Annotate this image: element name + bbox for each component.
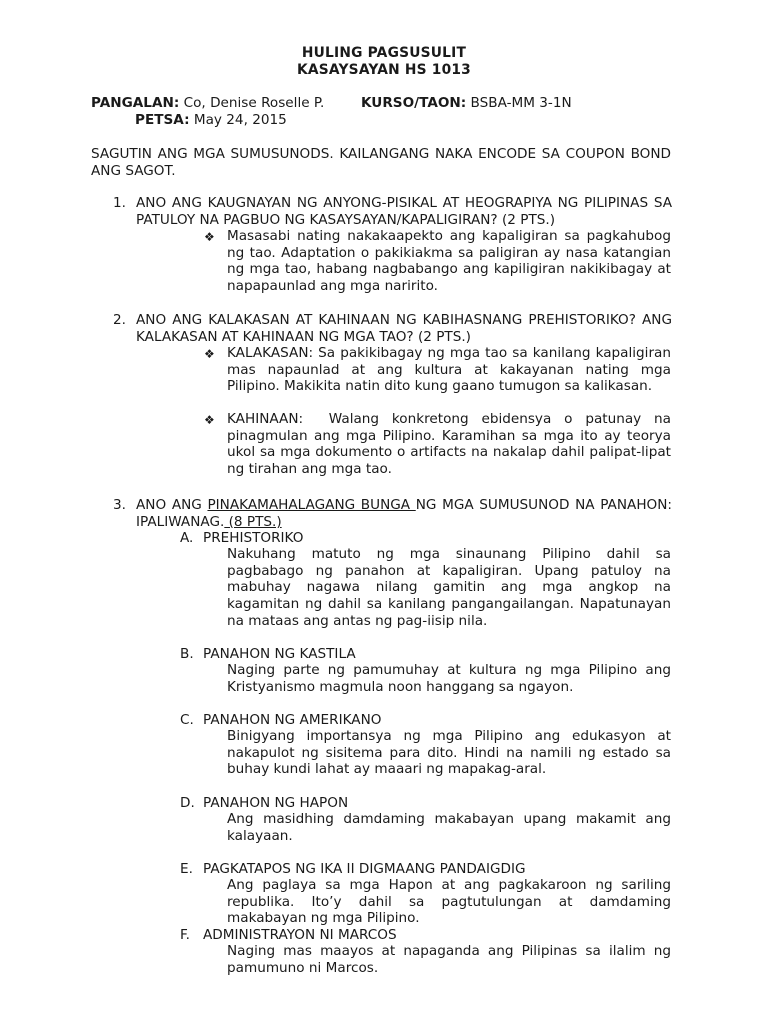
answer-line: nakapulot ng sisitema para dito. Hindi na namili ng estado sa bbox=[227, 744, 671, 761]
item-letter: C. bbox=[180, 712, 194, 728]
answer-line: KAHINAAN: Walang konkretong ebidensya o patunay na bbox=[227, 411, 671, 427]
bullet-icon: ❖ bbox=[204, 413, 215, 427]
question-line: ANO ANG KALAKASAN AT KAHINAAN NG KABIHASNANG PREHISTORIKO? ANG bbox=[136, 312, 672, 328]
item-title: ADMINISTRAYON NI MARCOS bbox=[203, 927, 397, 943]
item-letter: F. bbox=[180, 927, 190, 943]
answer-line: pamumuno ni Marcos. bbox=[227, 959, 379, 976]
item-answer bbox=[227, 943, 671, 976]
instruction-line: ANG SAGOT. bbox=[91, 162, 176, 179]
answer-2-weakness bbox=[227, 411, 671, 478]
answer-line: Nakuhang matuto ng mga sinaunang Pilipino dahil sa bbox=[227, 546, 671, 562]
item-answer bbox=[227, 728, 671, 778]
question-line: PATULOY NA PAGBUO NG KASAYSAYAN/KAPALIGIRAN? (2 PTS.) bbox=[136, 211, 555, 228]
question-number: 3. bbox=[113, 497, 126, 513]
date-label: PETSA: bbox=[135, 112, 190, 128]
answer-line: ng tirahan ang mga tao. bbox=[227, 461, 392, 478]
question-number: 2. bbox=[113, 312, 126, 328]
question-3 bbox=[136, 497, 672, 530]
answer-line: kalayaan. bbox=[227, 827, 293, 844]
answer-line: Masasabi nating nakakaapekto ang kapaligiran sa pagkahubog bbox=[227, 228, 671, 244]
name-row bbox=[91, 95, 324, 111]
answer-line: Ang paglaya sa mga Hapon at ang pagkakaroon ng sariling bbox=[227, 877, 671, 893]
name-label: PANGALAN: bbox=[91, 95, 180, 111]
answer-2-strength bbox=[227, 345, 671, 395]
item-title: PREHISTORIKO bbox=[203, 530, 304, 546]
question-text: IPALIWANAG. bbox=[136, 513, 225, 530]
answer-line: Kristyanismo magmula noon hanggang sa ngayon. bbox=[227, 678, 574, 695]
item-title: PANAHON NG KASTILA bbox=[203, 646, 356, 662]
question-line bbox=[136, 514, 672, 531]
answer-line: ukol sa mga dokumento o artifacts na nakalap dahil palipat-lipat bbox=[227, 444, 671, 461]
question-text: NG MGA SUMUSUNOD NA PANAHON: bbox=[415, 497, 672, 513]
item-letter: E. bbox=[180, 861, 193, 877]
item-letter: D. bbox=[180, 795, 195, 811]
course-value: BSBA-MM 3-1N bbox=[470, 95, 572, 111]
name-value: Co, Denise Roselle P. bbox=[183, 95, 325, 111]
item-letter: A. bbox=[180, 530, 194, 546]
answer-line: Binigyang importansya ng mga Pilipino ang edukasyon at bbox=[227, 728, 671, 744]
instruction-line: SAGUTIN ANG MGA SUMUSUNODS. KAILANGANG NAKA ENCODE SA COUPON BOND bbox=[91, 146, 671, 162]
answer-line: republika. Ito’y dahil sa pagtutulungan at damdaming bbox=[227, 893, 671, 910]
item-answer bbox=[227, 546, 671, 630]
question-text: ANO ANG bbox=[136, 497, 208, 513]
item-answer bbox=[227, 811, 671, 844]
item-title: PANAHON NG AMERIKANO bbox=[203, 712, 382, 728]
answer-line: makabayan ng mga Pilipino. bbox=[227, 910, 420, 927]
answer-line: na mataas ang antas ng pag-iisip nila. bbox=[227, 612, 488, 629]
item-answer bbox=[227, 877, 671, 927]
question-line: ANO ANG KAUGNAYAN NG ANYONG-PISIKAL AT HEOGRAPIYA NG PILIPINAS SA bbox=[136, 195, 672, 211]
question-number: 1. bbox=[113, 195, 126, 211]
item-title: PANAHON NG HAPON bbox=[203, 795, 349, 811]
item-title: PAGKATAPOS NG IKA II DIGMAANG PANDAIGDIG bbox=[203, 861, 526, 877]
answer-1 bbox=[227, 228, 671, 295]
question-1 bbox=[136, 195, 672, 228]
answer-line: napapaunlad ang mga naririto. bbox=[227, 278, 438, 295]
course-label: KURSO/TAON: bbox=[361, 95, 467, 111]
question-2 bbox=[136, 312, 672, 345]
question-line bbox=[136, 497, 672, 514]
date-row bbox=[135, 112, 287, 128]
answer-line: KALAKASAN: Sa pakikibagay ng mga tao sa kanilang kapaligiran bbox=[227, 345, 671, 361]
answer-line: kagamitan ng dahil sa kanilang pangangailangan. Napatunayan bbox=[227, 596, 671, 613]
question-points: (8 PTS.) bbox=[224, 513, 282, 530]
document-title: HULING PAGSUSULIT bbox=[301, 45, 467, 61]
answer-line: pinagmulan ang mga Pilipino. Karamihan sa mga ito ay teorya bbox=[227, 427, 671, 444]
date-value: May 24, 2015 bbox=[193, 112, 287, 128]
answer-line: pagbabago ng panahon at kapaligiran. Upang patuloy na bbox=[227, 562, 671, 579]
instructions bbox=[91, 146, 671, 179]
question-emphasis: PINAKAMAHALAGANG BUNGA bbox=[207, 497, 416, 513]
bullet-icon: ❖ bbox=[204, 347, 215, 361]
answer-line: Naging parte ng pamumuhay at kultura ng mga Pilipino ang bbox=[227, 662, 671, 678]
question-line: KALAKASAN AT KAHINAAN NG MGA TAO? (2 PTS.) bbox=[136, 328, 471, 345]
answer-line: buhay kundi lahat ay maaari ng mapakag-aral. bbox=[227, 761, 547, 778]
document-subtitle: KASAYSAYAN HS 1013 bbox=[297, 62, 471, 78]
item-answer bbox=[227, 662, 671, 695]
item-letter: B. bbox=[180, 646, 194, 662]
bullet-icon: ❖ bbox=[204, 230, 215, 244]
answer-line: Pilipino. Makikita natin dito kung gaano tumugon sa kalikasan. bbox=[227, 378, 653, 395]
answer-line: Ang masidhing damdaming makabayan upang makamit ang bbox=[227, 811, 671, 827]
course-row bbox=[361, 95, 572, 111]
answer-line: ng tao. Adaptation o pakikiakma sa paligiran ay nasa katangian bbox=[227, 244, 671, 261]
answer-line: mas napaunlad at ang kultura at kakayanan nating mga bbox=[227, 361, 671, 378]
answer-line: Naging mas maayos at napaganda ang Pilipinas sa ilalim ng bbox=[227, 943, 671, 959]
answer-line: ng mga tao, habang nagbabango ang kapiligiran nakikibagay at bbox=[227, 261, 671, 278]
answer-line: mabuhay nagawa nilang gamitin ang mga angkop na bbox=[227, 579, 671, 596]
